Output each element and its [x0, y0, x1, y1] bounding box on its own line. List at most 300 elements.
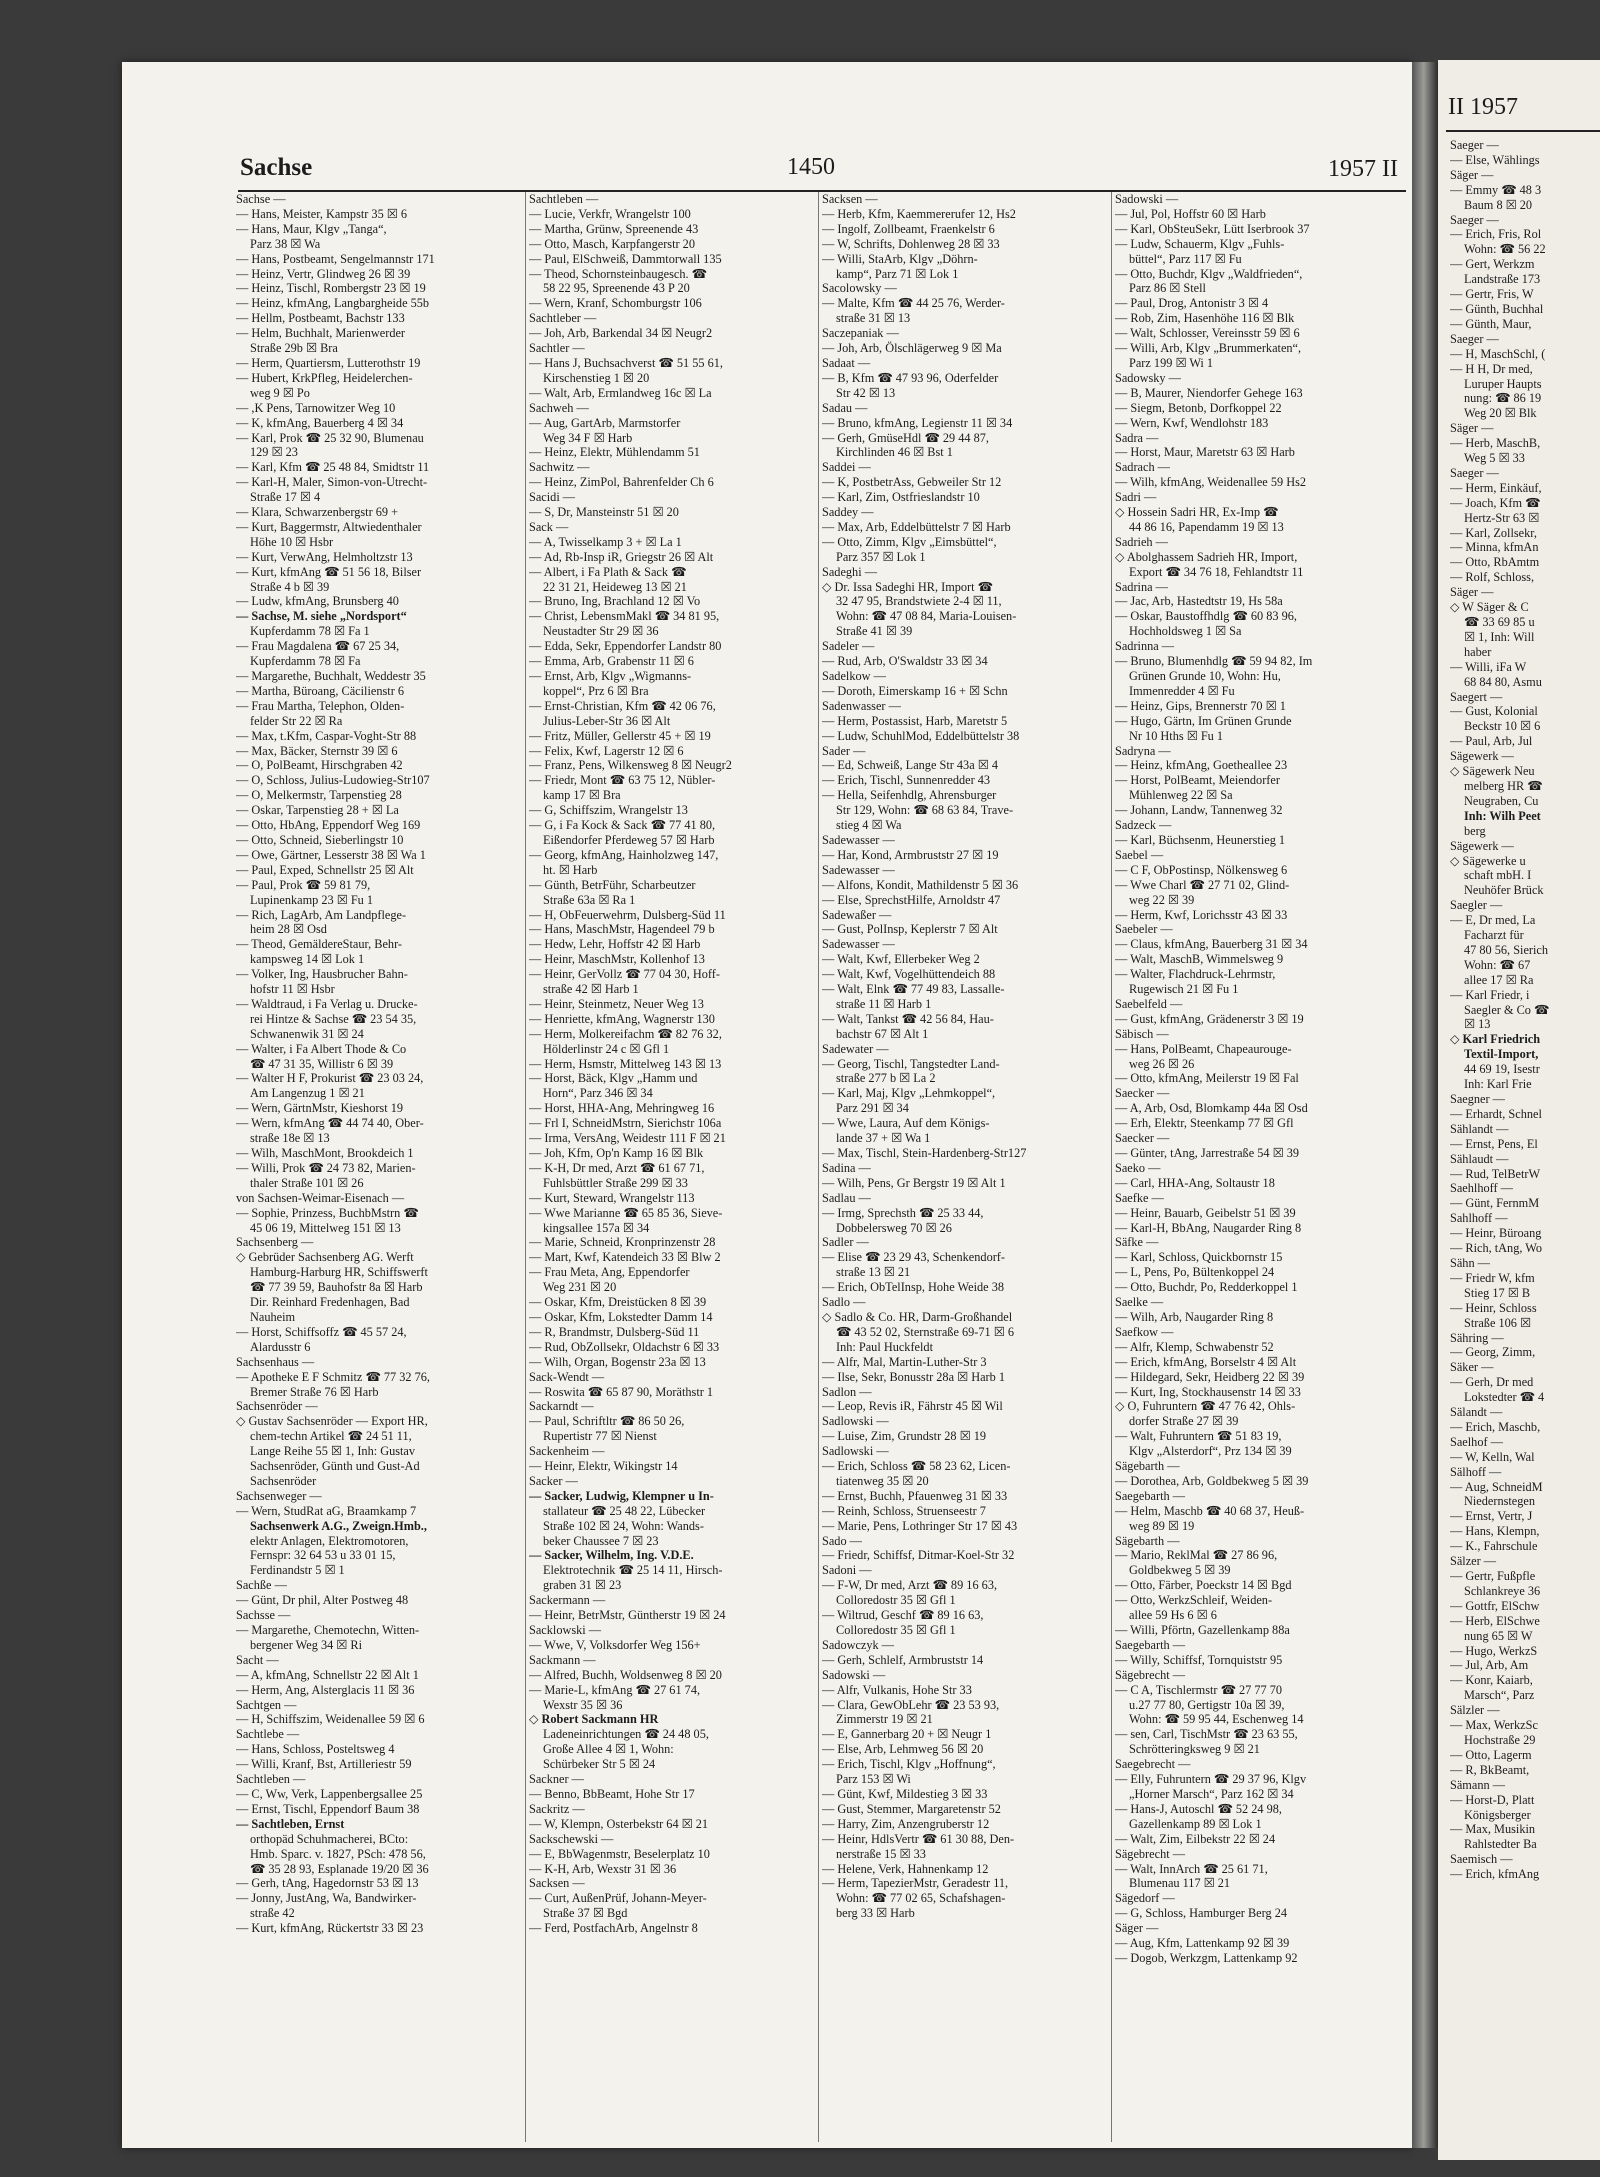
directory-entry: — Konr, Kaiarb, [1450, 1673, 1533, 1688]
directory-entry: — K-H, Dr med, Arzt ☎ 61 67 71, [529, 1160, 705, 1175]
directory-entry: — Wilh, Pens, Gr Bergstr 19 ☒ Alt 1 [822, 1175, 1006, 1190]
directory-entry: ◇ Sägewerk Neu [1450, 764, 1535, 779]
surname-heading: Sacidi — [529, 490, 576, 505]
entry-continuation: Rahlstedter Ba [1464, 1837, 1537, 1852]
entry-continuation: nung 65 ☒ W [1464, 1628, 1533, 1643]
entry-continuation: 58 22 95, Spreenende 43 P 20 [543, 281, 690, 296]
directory-entry: — Wern, kfmAng ☎ 44 74 40, Ober- [236, 1116, 424, 1131]
directory-entry: — Sacker, Wilhelm, Ing. V.D.E. [529, 1548, 694, 1563]
directory-entry: — O, PolBeamt, Hirschgraben 42 [236, 758, 403, 773]
directory-entry: — Helm, Buchhalt, Marienwerder [236, 326, 406, 341]
directory-entry: — O, Schloss, Julius-Ludowieg-Str107 [236, 773, 430, 788]
directory-entry: — Gust, Kolonial [1450, 704, 1538, 719]
directory-entry: — Aug, GartArb, Marmstorfer [529, 415, 681, 430]
directory-entry: — Hans, Maur, Klgv „Tanga“, [236, 221, 387, 236]
directory-entry: — Alfons, Kondit, Mathildenstr 5 ☒ 36 [822, 877, 1019, 892]
entry-continuation: ☎ 47 31 35, Willistr 6 ☒ 39 [250, 1056, 394, 1071]
surname-heading: Sachsenweger — [236, 1488, 322, 1503]
entry-continuation: Parz 86 ☒ Stell [1129, 281, 1206, 296]
surname-heading: Sachweh — [529, 400, 589, 415]
directory-entry: — Max, Arb, Eddelbüttelstr 7 ☒ Harb [822, 519, 1011, 534]
directory-entry: — Sachse, M. siehe „Nordsport“ [236, 609, 407, 624]
directory-entry: — G, i Fa Kock & Sack ☎ 77 41 80, [529, 818, 716, 833]
directory-entry: — Herb, MaschB, [1450, 436, 1541, 451]
directory-entry: — Heinr, MaschMstr, Kollenhof 13 [529, 952, 705, 967]
entry-continuation: Fuhlsbüttler Straße 299 ☒ 33 [543, 1175, 688, 1190]
entry-continuation: Straße 37 ☒ Bgd [543, 1906, 628, 1921]
directory-entry: — Erich, Fris, Rol [1450, 227, 1542, 242]
directory-entry: — Friedr, Schiffsf, Ditmar-Koel-Str 32 [822, 1548, 1015, 1563]
entry-continuation: kampsweg 14 ☒ Lok 1 [250, 952, 365, 967]
directory-entry: — K., Fahrschule [1450, 1539, 1538, 1554]
surname-heading: Saebelfeld — [1115, 996, 1183, 1011]
surname-heading: Sadoni — [822, 1563, 872, 1578]
surname-heading: Sählaudt — [1450, 1151, 1509, 1166]
entry-continuation: „Horner Marsch“, Parz 162 ☒ 34 [1129, 1786, 1294, 1801]
directory-entry: ◇ W Säger & C [1450, 600, 1529, 615]
directory-entry: — E, Gannerbarg 20 + ☒ Neugr 1 [822, 1727, 992, 1742]
surname-heading: Sadryna — [1115, 743, 1171, 758]
entry-continuation: Beckstr 10 ☒ 6 [1464, 719, 1541, 734]
surname-heading: Sadowski — [1115, 192, 1179, 206]
directory-entry: — Ernst, Pens, El [1450, 1136, 1538, 1151]
directory-entry: — Hedw, Lehr, Hoffstr 42 ☒ Harb [529, 937, 701, 952]
entry-continuation: Wohn: ☎ 77 02 65, Schafshagen- [836, 1891, 1006, 1906]
directory-entry: — Lucie, Verkfr, Wrangelstr 100 [529, 206, 691, 221]
entry-continuation: Zimmerstr 19 ☒ 21 [836, 1712, 933, 1727]
surname-heading: Sadlo — [822, 1295, 866, 1310]
directory-entry: — Else, SprechstHilfe, Arnoldstr 47 [822, 892, 1001, 907]
surname-heading: Saegner — [1450, 1092, 1505, 1106]
directory-entry: — Karl-H, Maler, Simon-von-Utrecht- [236, 475, 428, 490]
directory-entry: ◇ O, Fuhruntern ☎ 47 76 42, Ohls- [1115, 1399, 1296, 1414]
entry-continuation: 44 86 16, Papendamm 19 ☒ 13 [1129, 519, 1284, 534]
directory-entry: — Mario, ReklMal ☎ 27 86 96, [1115, 1548, 1278, 1563]
directory-entry: — Erich, kfmAng [1450, 1867, 1540, 1882]
directory-entry: — Paul, Exped, Schnellstr 25 ☒ Alt [236, 862, 414, 877]
entry-continuation: Weg 20 ☒ Blk [1464, 406, 1537, 421]
surname-heading: Saeger — [1450, 465, 1499, 480]
directory-entry: — Joach, Kfm ☎ [1450, 495, 1541, 510]
directory-entry: — Hans, Meister, Kampstr 35 ☒ 6 [236, 206, 408, 221]
directory-entry: — C A, Tischlermstr ☎ 27 77 70 [1115, 1682, 1282, 1697]
directory-entry: — Malte, Kfm ☎ 44 25 76, Werder- [822, 296, 1005, 311]
entry-continuation: berg [1464, 823, 1486, 838]
directory-entry: — Ludw, SchuhlMod, Eddelbüttelstr 38 [822, 728, 1020, 743]
entry-continuation: Str 42 ☒ 13 [836, 385, 896, 400]
surname-heading: Sälzer — [1450, 1554, 1497, 1569]
directory-entry: — Martha, Grünw, Spreenende 43 [529, 221, 699, 236]
directory-entry: — Günt, FernmM [1450, 1196, 1540, 1211]
entry-continuation: Stieg 17 ☒ B [1464, 1285, 1531, 1300]
surname-heading: Sachtleben — [529, 192, 599, 206]
surname-heading: Sachwitz — [529, 460, 590, 475]
directory-columns [236, 192, 1406, 2142]
entry-continuation: Straße 63a ☒ Ra 1 [543, 892, 636, 907]
directory-entry: — Hans, MaschMstr, Hagendeel 79 b [529, 922, 715, 937]
directory-entry: — Ernst, Arb, Klgv „Wigmanns- [529, 669, 692, 683]
directory-entry: — Walt, Fuhruntern ☎ 51 83 19, [1115, 1429, 1282, 1444]
entry-continuation: dorfer Straße 27 ☒ 39 [1129, 1414, 1239, 1429]
directory-entry: — Dorothea, Arb, Goldbekweg 5 ☒ 39 [1115, 1473, 1309, 1488]
surname-heading: Sachsenberg — [236, 1235, 314, 1250]
surname-heading: Sadrieh — [1115, 534, 1168, 549]
entry-continuation: heim 28 ☒ Osd [250, 922, 327, 937]
entry-continuation: Elektrotechnik ☎ 25 14 11, Hirsch- [543, 1563, 723, 1578]
entry-continuation: bergener Weg 34 ☒ Ri [250, 1637, 363, 1652]
directory-entry: — Gertr, Fris, W [1450, 287, 1534, 302]
directory-entry: — Walter, Flachdruck-Lehrmstr, [1115, 967, 1276, 982]
year-volume: 1957 II [1328, 156, 1398, 182]
entry-continuation: Schürbeker Str 5 ☒ 24 [543, 1757, 656, 1772]
directory-entry: — A, kfmAng, Schnellstr 22 ☒ Alt 1 [236, 1667, 419, 1682]
directory-entry: — Otto, Lagerm [1450, 1747, 1532, 1762]
entry-continuation: 44 69 19, Isestr [1464, 1062, 1540, 1077]
directory-entry: — Erich, Schloss ☎ 58 23 62, Licen- [822, 1459, 1011, 1474]
entry-continuation: haber [1464, 644, 1492, 659]
directory-entry: — E, Dr med, La [1450, 913, 1536, 928]
directory-entry: — Heinr, Elektr, Wikingstr 14 [529, 1459, 678, 1474]
directory-entry: — Walt, MaschB, Wimmelsweg 9 [1115, 952, 1284, 967]
surname-heading: Sadrinna — [1115, 639, 1175, 654]
entry-continuation: Am Langenzug 1 ☒ 21 [250, 1086, 365, 1101]
directory-entry: — Fritz, Müller, Gellerstr 45 + ☒ 19 [529, 728, 711, 743]
directory-entry: ◇ Hossein Sadri HR, Ex-Imp ☎ [1115, 505, 1279, 520]
directory-entry: — Heinr, BetrMstr, Güntherstr 19 ☒ 24 [529, 1608, 726, 1623]
directory-entry: — Heinz, Elektr, Mühlendamm 51 [529, 445, 700, 460]
directory-entry: — Franz, Pens, Wilkensweg 8 ☒ Neugr2 [529, 758, 732, 773]
directory-column-3 [822, 192, 1107, 2142]
directory-entry: — Alfr, Mal, Martin-Luther-Str 3 [822, 1354, 987, 1369]
entry-continuation: Gazellenkamp 89 ☒ Lok 1 [1129, 1816, 1262, 1831]
entry-continuation: Julius-Leber-Str 36 ☒ Alt [543, 713, 671, 728]
surname-heading: Sählandt — [1450, 1121, 1509, 1136]
directory-entry: — Doroth, Eimerskamp 16 + ☒ Schn [822, 683, 1008, 698]
directory-entry: — R, BkBeamt, [1450, 1762, 1530, 1777]
directory-entry: — A, Arb, Osd, Blomkamp 44a ☒ Osd [1115, 1101, 1308, 1116]
surname-heading: Saelhof — [1450, 1434, 1503, 1449]
entry-continuation: weg 26 ☒ 26 [1129, 1056, 1195, 1071]
directory-entry: — Otto, Zimm, Klgv „Eimsbüttel“, [822, 534, 997, 549]
directory-entry: — Paul, ElSchweiß, Dammtorwall 135 [529, 251, 722, 266]
surname-heading: Saddey — [822, 505, 874, 520]
directory-entry: — Walt, Zim, Eilbekstr 22 ☒ 24 [1115, 1831, 1276, 1846]
directory-entry: — K-H, Arb, Wexstr 31 ☒ 36 [529, 1861, 677, 1876]
entry-continuation: Ladeneinrichtungen ☎ 24 48 05, [543, 1727, 709, 1742]
directory-entry: — W, Klempn, Osterbekstr 64 ☒ 21 [529, 1816, 709, 1831]
directory-entry: ◇ Sägewerke u [1450, 853, 1526, 868]
directory-entry: — Alfred, Buchh, Woldsenweg 8 ☒ 20 [529, 1667, 722, 1682]
surname-heading: Sägedorf — [1115, 1891, 1175, 1906]
directory-entry: — Ernst, Vertr, J [1450, 1509, 1533, 1524]
entry-continuation: Höhe 10 ☒ Hsbr [250, 534, 334, 549]
directory-entry: — Walt, Arb, Ermlandweg 16c ☒ La [529, 385, 712, 400]
surname-heading: Sadzeck — [1115, 818, 1172, 833]
surname-heading: Sachtlebe — [236, 1727, 300, 1742]
surname-heading: Säger — [1450, 167, 1494, 182]
directory-entry: ◇ Dr. Issa Sadeghi HR, Import ☎ [822, 579, 993, 594]
directory-entry: — Helene, Verk, Hahnenkamp 12 [822, 1861, 989, 1876]
directory-entry: — Gert, Werkzm [1450, 257, 1535, 272]
entry-continuation: ☎ 35 28 93, Esplanade 19/20 ☒ 36 [250, 1861, 429, 1876]
entry-continuation: Kupferdamm 78 ☒ Fa [250, 654, 361, 669]
directory-entry: — Albert, i Fa Plath & Sack ☎ [529, 564, 687, 579]
directory-entry: — Walt, Tankst ☎ 42 56 84, Hau- [822, 1011, 994, 1026]
directory-entry: — Gerh, Dr med [1450, 1375, 1534, 1390]
directory-column-1 [236, 192, 521, 2142]
directory-entry: — Karl, Büchsenm, Heunerstieg 1 [1115, 832, 1286, 847]
surname-heading: Saeko — [1115, 1160, 1161, 1175]
surname-heading: Säger — [1115, 1921, 1159, 1936]
directory-entry: — Emma, Arb, Grabenstr 11 ☒ 6 [529, 654, 694, 669]
directory-entry: — Kurt, Baggermstr, Altwiedenthaler [236, 519, 422, 534]
entry-continuation: Facharzt für [1464, 928, 1524, 943]
entry-continuation: Kupferdamm 78 ☒ Fa 1 [250, 624, 370, 639]
surname-heading: Saegert — [1450, 689, 1503, 704]
directory-entry: — Georg, Tischl, Tangstedter Land- [822, 1056, 1000, 1071]
directory-entry: — Gertr, Fußpfle [1450, 1569, 1536, 1583]
directory-entry: — Willy, Schiffsf, Tornquiststr 95 [1115, 1652, 1283, 1667]
entry-continuation: tiatenweg 35 ☒ 20 [836, 1473, 929, 1488]
surname-heading: Sackermann — [529, 1593, 606, 1608]
entry-continuation: Kirchlinden 46 ☒ Bst 1 [836, 445, 953, 460]
entry-continuation: Grünen Grunde 10, Wohn: Hu, [1129, 669, 1281, 683]
entry-continuation: Colloredostr 35 ☒ Gfl 1 [836, 1623, 956, 1637]
entry-continuation: ☎ 43 52 02, Sternstraße 69-71 ☒ 6 [836, 1324, 1014, 1339]
surname-heading: Sackschewski — [529, 1831, 614, 1846]
entry-continuation: Luruper Haupts [1464, 376, 1542, 391]
entry-continuation: straße 11 ☒ Harb 1 [836, 996, 932, 1011]
directory-entry: — Erich, Maschb, [1450, 1419, 1541, 1434]
entry-continuation: elektr Anlagen, Elektromotoren, [250, 1533, 409, 1548]
surname-heading: Sägebarth — [1115, 1533, 1180, 1548]
surname-heading: Sadewaßer — [822, 907, 892, 922]
surname-heading: Sadlau — [822, 1190, 871, 1205]
directory-entry: — Friedr W, kfm [1450, 1270, 1535, 1285]
surname-heading: Saecker — [1115, 1086, 1170, 1101]
surname-heading: Saefkow — [1115, 1324, 1174, 1339]
entry-continuation: Rugewisch 21 ☒ Fu 1 [1129, 982, 1239, 997]
directory-entry: — Willi, iFa W [1450, 659, 1527, 674]
entry-continuation: u.27 77 80, Gertigstr 10a ☒ 39, [1129, 1697, 1285, 1712]
directory-entry: — Erich, kfmAng, Borselstr 4 ☒ Alt [1115, 1354, 1297, 1369]
directory-entry: — Heinz, Tischl, Rombergstr 23 ☒ 19 [236, 281, 426, 296]
directory-entry: — Joh, Arb, Ölschlägerweg 9 ☒ Ma [822, 341, 1002, 356]
directory-entry: — Oskar, Tarpenstieg 28 + ☒ La [236, 803, 399, 818]
directory-entry: — G, Schiffszim, Wrangelstr 13 [529, 803, 688, 818]
entry-continuation: Blumenau 117 ☒ 21 [1129, 1876, 1231, 1891]
directory-entry: — Rud, Arb, O'Swaldstr 33 ☒ 34 [822, 654, 988, 669]
directory-entry: — Wiltrud, Geschf ☎ 89 16 63, [822, 1608, 984, 1623]
surname-heading: Sachße — [236, 1578, 287, 1593]
directory-column-4 [1115, 192, 1400, 2142]
entry-continuation: hofstr 11 ☒ Hsbr [250, 982, 335, 997]
surname-heading: Sadenwasser — [822, 698, 901, 713]
directory-entry: — Sophie, Prinzess, BuchbMstrn ☎ [236, 1205, 419, 1220]
entry-continuation: weg 22 ☒ 39 [1129, 892, 1195, 907]
directory-entry: — Frau Meta, Ang, Eppendorfer [529, 1265, 690, 1280]
surname-heading: Sähring — [1450, 1330, 1504, 1345]
surname-heading: Sadra — [1115, 430, 1159, 445]
surname-heading: Saddei — [822, 460, 871, 475]
directory-entry: — Jac, Arb, Hastedtstr 19, Hs 58a [1115, 594, 1283, 609]
entry-continuation: Straße 4 b ☒ 39 [250, 579, 330, 594]
directory-entry: — sen, Carl, TischMstr ☎ 23 63 55, [1115, 1727, 1298, 1742]
directory-entry: — Heinr, GerVollz ☎ 77 04 30, Hoff- [529, 967, 720, 982]
directory-entry: — Joh, Arb, Barkendal 34 ☒ Neugr2 [529, 326, 713, 341]
directory-page [122, 62, 1412, 2148]
directory-entry: — Bruno, Ing, Brachland 12 ☒ Vo [529, 594, 701, 609]
entry-continuation: Str 129, Wohn: ☎ 68 63 84, Trave- [836, 803, 1014, 818]
surname-heading: Sackmann — [529, 1652, 596, 1667]
entry-continuation: Alardusstr 6 [250, 1339, 311, 1354]
directory-entry: — Wwe Marianne ☎ 65 85 36, Sieve- [529, 1205, 723, 1220]
surname-heading: Sadaat — [822, 355, 871, 370]
directory-entry: — Georg, Zimm, [1450, 1345, 1536, 1360]
entry-continuation: Bremer Straße 76 ☒ Harb [250, 1384, 379, 1399]
surname-heading: Sado — [822, 1533, 862, 1548]
directory-entry: — Günt, Kwf, Mildestieg 3 ☒ 33 [822, 1786, 988, 1801]
directory-entry: ◇ Gustav Sachsenröder — Export HR, [236, 1414, 428, 1429]
entry-continuation: Eißendorfer Pferdeweg 57 ☒ Harb [543, 832, 715, 847]
surname-heading: Sacksen — [822, 192, 878, 206]
directory-entry: — Otto, RbAmtm [1450, 555, 1540, 570]
directory-entry: — Max, t.Kfm, Caspar-Voght-Str 88 [236, 728, 417, 743]
directory-entry: — Günt, Dr phil, Alter Postweg 48 [236, 1593, 409, 1608]
directory-entry: — Sachtleben, Ernst [236, 1816, 345, 1831]
entry-continuation: straße 13 ☒ 21 [836, 1265, 911, 1280]
directory-entry: — Oskar, Kfm, Lokstedter Damm 14 [529, 1309, 713, 1324]
directory-entry: — Hildegard, Sekr, Heidberg 22 ☒ 39 [1115, 1369, 1305, 1384]
entry-continuation: allee 59 Hs 6 ☒ 6 [1129, 1608, 1217, 1623]
directory-entry: — Frau Martha, Telephon, Olden- [236, 698, 405, 713]
surname-heading: Sacklowski — [529, 1623, 602, 1637]
entry-continuation: Nauheim [250, 1309, 296, 1324]
directory-entry: — Hans, Klempn, [1450, 1524, 1540, 1539]
directory-entry: — Helm, Maschb ☎ 40 68 37, Heuß- [1115, 1503, 1305, 1518]
surname-heading: Sadlowski — [822, 1444, 889, 1459]
directory-entry: — Erich, Tischl, Klgv „Hoffnung“, [822, 1757, 996, 1772]
book-binding [1412, 62, 1438, 2148]
entry-continuation: Königsberger [1464, 1807, 1531, 1822]
directory-entry: — Günter, tAng, Jarrestraße 54 ☒ 39 [1115, 1146, 1300, 1160]
surname-heading: Sadewasser — [822, 937, 895, 952]
directory-entry: — Kurt, kfmAng ☎ 51 56 18, Bilser [236, 564, 422, 579]
entry-continuation: Wexstr 35 ☒ 36 [543, 1697, 623, 1712]
entry-continuation: allee 17 ☒ Ra [1464, 972, 1534, 987]
directory-entry: — Apotheke E F Schmitz ☎ 77 32 76, [236, 1369, 430, 1384]
entry-continuation: Große Allee 4 ☒ 1, Wohn: [543, 1742, 674, 1757]
directory-entry: — Erh, Elektr, Steenkamp 77 ☒ Gfl [1115, 1116, 1294, 1131]
directory-entry: — Marie, Pens, Lothringer Str 17 ☒ 43 [822, 1518, 1018, 1533]
directory-entry: — Irmg, Sprechsth ☎ 25 33 44, [822, 1205, 984, 1220]
directory-entry: — Karl, Zollsekr, [1450, 525, 1537, 540]
next-page-edge [1438, 60, 1600, 2160]
entry-continuation: 68 84 80, Asmu [1464, 674, 1542, 689]
entry-continuation: kingsallee 157a ☒ 34 [543, 1220, 650, 1235]
directory-entry: — Paul, Drog, Antonistr 3 ☒ 4 [1115, 296, 1269, 311]
entry-continuation: Dobbelersweg 70 ☒ 26 [836, 1220, 952, 1235]
directory-entry: — Ernst-Christian, Kfm ☎ 42 06 76, [529, 698, 716, 713]
directory-entry: — Elise ☎ 23 29 43, Schenkendorf- [822, 1250, 1006, 1265]
directory-entry: — Marie, Schneid, Kronprinzenstr 28 [529, 1235, 716, 1250]
directory-entry: — Bruno, kfmAng, Legienstr 11 ☒ 34 [822, 415, 1013, 430]
directory-entry: — Theod, GemäldereStaur, Behr- [236, 937, 403, 952]
entry-continuation: lande 37 + ☒ Wa 1 [836, 1131, 931, 1146]
entry-continuation: Marsch“, Parz [1464, 1688, 1535, 1703]
entry-continuation: Schrötteringksweg 9 ☒ 21 [1129, 1742, 1260, 1757]
surname-heading: Saemisch — [1450, 1852, 1513, 1867]
directory-entry: — Luise, Zim, Grundstr 28 ☒ 19 [822, 1429, 987, 1444]
directory-entry: ◇ Gebrüder Sachsenberg AG. Werft [236, 1250, 414, 1265]
directory-entry: — Ilse, Sekr, Bonusstr 28a ☒ Harb 1 [822, 1369, 1006, 1384]
directory-entry: — Minna, kfmAn [1450, 540, 1539, 555]
surname-heading: Saczepaniak — [822, 326, 899, 341]
directory-entry: — Horst, Schiffsoffz ☎ 45 57 24, [236, 1324, 407, 1339]
entry-continuation: Sachsenröder [250, 1473, 317, 1488]
directory-entry: — Herm, Molkereifachm ☎ 82 76 32, [529, 1026, 722, 1041]
directory-entry: — Ad, Rb-Insp iR, Griegstr 26 ☒ Alt [529, 549, 714, 564]
surname-heading: Sachtleben — [236, 1772, 306, 1787]
directory-entry: — Karl, Maj, Klgv „Lehmkoppel“, [822, 1086, 996, 1101]
entry-continuation: Saegler & Co ☎ [1464, 1002, 1550, 1017]
directory-entry: — Rud, ObZollsekr, Oldachstr 6 ☒ 33 [529, 1339, 720, 1354]
entry-continuation: stieg 4 ☒ Wa [836, 818, 902, 833]
directory-entry: — Felix, Kwf, Lagerstr 12 ☒ 6 [529, 743, 684, 758]
directory-entry: — Willi, Pförtn, Gazellenkamp 88a [1115, 1623, 1290, 1637]
directory-entry: — Gottfr, ElSchw [1450, 1598, 1540, 1613]
directory-entry: ◇ Karl Friedrich [1450, 1032, 1541, 1047]
surname-heading: Sadeler — [822, 639, 875, 654]
directory-entry: — Max, Tischl, Stein-Hardenberg-Str127 [822, 1146, 1027, 1160]
directory-entry: — Herm, Ang, Alsterglacis 11 ☒ 36 [236, 1682, 415, 1697]
surname-heading: Sadewater — [822, 1041, 889, 1056]
directory-entry: — C, Ww, Verk, Lappenbergsallee 25 [236, 1786, 423, 1801]
next-page-header-rule [1446, 130, 1600, 132]
directory-entry: — Erich, Tischl, Sunnenredder 43 [822, 773, 991, 788]
surname-heading: Sachtleber — [529, 311, 597, 326]
directory-entry: — Karl, Prok ☎ 25 32 90, Blumenau [236, 430, 424, 445]
directory-entry: — Otto, HbAng, Eppendorf Weg 169 [236, 818, 421, 833]
directory-entry: — Henriette, kfmAng, Wagnerstr 130 [529, 1011, 715, 1026]
directory-entry: — Karl, ObSteuSekr, Lütt Iserbrook 37 [1115, 221, 1310, 236]
entry-continuation: Export ☎ 34 76 18, Fehlandtstr 11 [1129, 564, 1304, 579]
directory-entry: — Rolf, Schloss, [1450, 570, 1535, 585]
directory-entry: — Claus, kfmAng, Bauerberg 31 ☒ 34 [1115, 937, 1308, 952]
entry-continuation: Sachsenwerk A.G., Zweign.Hmb., [250, 1518, 427, 1533]
directory-entry: — Sacker, Ludwig, Klempner u In- [529, 1488, 714, 1503]
entry-continuation: Hochstraße 29 [1464, 1732, 1536, 1747]
directory-entry: — Friedr, Mont ☎ 63 75 12, Nübler- [529, 773, 716, 788]
directory-entry: — Willi, Prok ☎ 24 73 82, Marien- [236, 1160, 416, 1175]
directory-entry: — Wwe, V, Volksdorfer Weg 156+ [529, 1637, 701, 1652]
directory-entry: — C F, ObPostinsp, Nölkensweg 6 [1115, 862, 1288, 877]
entry-continuation: Niedernstegen [1464, 1494, 1536, 1509]
directory-entry: — Volker, Ing, Hausbrucher Bahn- [236, 967, 408, 982]
directory-entry: — Karl, Zim, Ostfrieslandstr 10 [822, 490, 980, 505]
next-page-header: II 1957 [1448, 94, 1518, 120]
directory-entry: — Walter H F, Prokurist ☎ 23 03 24, [236, 1071, 424, 1086]
entry-continuation: thaler Straße 101 ☒ 26 [250, 1175, 364, 1190]
entry-continuation: Inh: Karl Frie [1464, 1077, 1532, 1092]
entry-continuation: bachstr 67 ☒ Alt 1 [836, 1026, 929, 1041]
directory-entry: — Ferd, PostfachArb, Angelnstr 8 [529, 1921, 698, 1936]
surname-heading: Sackenheim — [529, 1444, 605, 1459]
entry-continuation: Hochholdsweg 1 ☒ Sa [1129, 624, 1242, 639]
directory-entry: — A, Twisselkamp 3 + ☒ La 1 [529, 534, 682, 549]
directory-entry: — Hellm, Postbeamt, Bachstr 133 [236, 311, 405, 326]
entry-continuation: rei Hintze & Sachse ☎ 23 54 35, [250, 1011, 417, 1026]
